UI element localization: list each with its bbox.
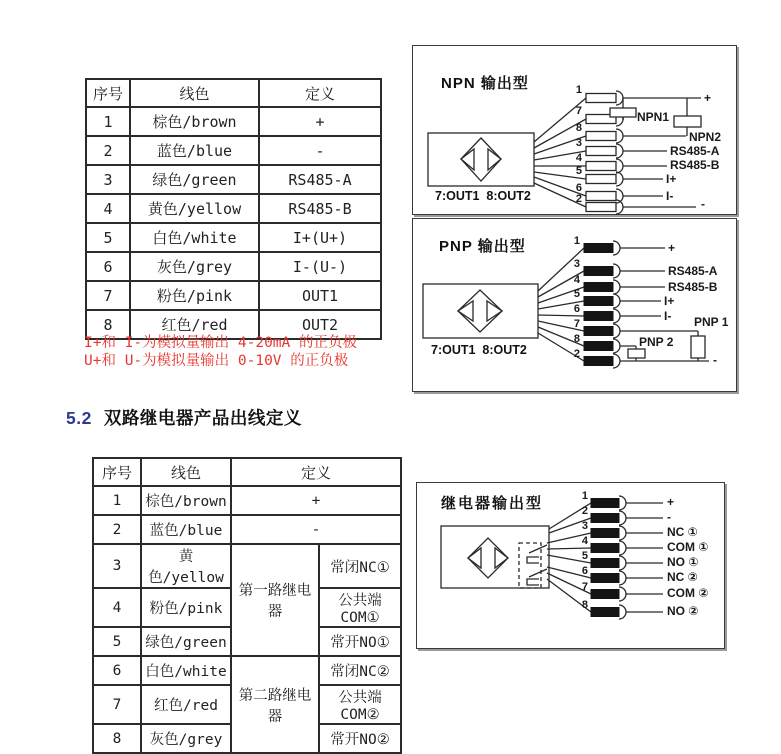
cell-no: 4 [93,588,141,627]
wire-label: COM ② [667,586,709,600]
cell-no: 2 [86,136,130,165]
sensor-pin-label: 7:OUT1 8:OUT2 [431,343,527,357]
wire-number: 3 [581,520,588,532]
wire-label: I+ [666,172,677,186]
cell-no: 3 [86,165,130,194]
wire-number: 2 [581,505,588,517]
wire-definition-table-1 [85,78,382,340]
cell-color: 灰色/grey [141,724,231,753]
cell-def: 常闭NC② [319,656,401,685]
cell-no: 6 [93,656,141,685]
wire-number: 6 [573,303,580,315]
wire-number: 2 [573,348,580,360]
wire-number: 8 [575,122,582,134]
wire-number: 3 [573,258,580,270]
cell-def: 公共端COM② [319,685,401,724]
cell-color: 棕色/brown [130,107,259,136]
table-row [93,515,401,544]
cell-color: 绿色/green [141,627,231,656]
wire-number: 4 [575,152,582,164]
cell-def: 常开NO① [319,627,401,656]
col-header-color: 线色 [141,458,231,486]
wire-label: RS485-B [670,158,720,172]
analog-output-notes [84,335,357,370]
wire-number: 4 [581,535,588,547]
cell-color: 灰色/grey [130,252,259,281]
wire-number: 7 [581,581,588,593]
wire-label: PNP 1 [694,315,729,329]
wire-label: - [713,353,717,367]
cell-color: 黄色/yellow [141,544,231,588]
table-row [86,194,381,223]
cell-relay-group-2: 第二路继电器 [231,656,319,753]
wire-number: 4 [573,274,580,286]
cell-no: 5 [86,223,130,252]
cell-color: 白色/white [141,656,231,685]
cell-color: 棕色/brown [141,486,231,515]
cell-color: 粉色/pink [141,588,231,627]
cell-def: - [231,515,401,544]
table-row [86,107,381,136]
cell-def: OUT1 [259,281,381,310]
npn-wiring-diagram [412,45,737,215]
cell-no: 2 [93,515,141,544]
wire-label: + [704,91,712,105]
diagram-title: PNP 输出型 [439,238,526,255]
wire-label: NPN1 [637,110,670,124]
wire-label: PNP 2 [639,335,674,349]
table-row [93,544,401,588]
wire-label: - [701,197,705,211]
cell-color: 黄色/yellow [130,194,259,223]
table-row [93,486,401,515]
wire-label: NC ② [667,570,698,584]
wire-label: RS485-A [668,264,718,278]
section-title: 双路继电器产品出线定义 [103,408,302,428]
cell-no: 8 [93,724,141,753]
wire-label: NO ② [667,604,699,618]
sensor-pin-label: 7:OUT1 8:OUT2 [435,189,531,203]
cell-def: + [259,107,381,136]
wire-label: I+ [664,294,675,308]
wire-number: 8 [581,599,588,611]
cell-def: 公共端COM① [319,588,401,627]
table-header-row [93,458,401,486]
cell-no: 5 [93,627,141,656]
cell-def: RS485-A [259,165,381,194]
cell-no: 1 [93,486,141,515]
cell-color: 蓝色/blue [130,136,259,165]
cell-def: + [231,486,401,515]
col-header-color: 线色 [130,79,259,107]
cell-color: 粉色/pink [130,281,259,310]
wire-number: 2 [575,193,582,205]
wire-number: 1 [575,84,582,96]
col-header-no: 序号 [86,79,130,107]
wire-label: RS485-A [670,144,720,158]
cell-no: 4 [86,194,130,223]
table-row [93,656,401,685]
col-header-def: 定义 [231,458,401,486]
wire-label: NC ① [667,525,698,539]
cell-color: 红色/red [141,685,231,724]
cell-def: - [259,136,381,165]
cell-def: I-(U-) [259,252,381,281]
cell-no: 7 [93,685,141,724]
table-row [86,136,381,165]
wire-number: 6 [581,565,588,577]
wire-number: 1 [573,235,580,247]
wire-number: 7 [575,105,582,117]
wire-definition-table-2 [92,457,402,754]
wire-number: 5 [573,288,580,300]
table-header-row [86,79,381,107]
cell-no: 1 [86,107,130,136]
cell-color: 白色/white [130,223,259,252]
cell-color: 红色/red [130,310,259,339]
wire-label: COM ① [667,540,709,554]
wire-number: 1 [581,490,588,502]
wire-label: NPN2 [689,130,722,144]
cell-no: 3 [93,544,141,588]
wire-label: - [667,510,671,524]
table-row [86,281,381,310]
cell-def: I+(U+) [259,223,381,252]
note-line-2: U+和 U-为模拟量输出 0-10V 的正负极 [84,352,349,369]
wire-label: + [668,241,676,255]
diagram-title: NPN 输出型 [441,75,529,92]
section-heading [66,405,302,430]
cell-no: 7 [86,281,130,310]
cell-def: OUT2 [259,310,381,339]
cell-def: 常开NO② [319,724,401,753]
cell-no: 6 [86,252,130,281]
table-row [86,223,381,252]
note-line-1: I+和 I-为模拟量输出 4-20mA 的正负极 [84,335,357,351]
cell-color: 绿色/green [130,165,259,194]
wire-label: I- [664,309,672,323]
table-row [86,252,381,281]
wire-number: 5 [575,165,582,177]
cell-def: 常闭NC① [319,544,401,588]
pnp-wiring-diagram [412,218,737,392]
wire-label: RS485-B [668,280,718,294]
wire-number: 3 [575,137,582,149]
section-number: 5.2 [66,408,92,428]
wire-label: + [667,495,675,509]
cell-relay-group-1: 第一路继电器 [231,544,319,656]
wire-label: NO ① [667,555,699,569]
cell-color: 蓝色/blue [141,515,231,544]
col-header-no: 序号 [93,458,141,486]
wire-number: 6 [575,182,582,194]
wire-number: 7 [573,318,580,330]
wire-number: 5 [581,550,588,562]
wire-number: 8 [573,333,580,345]
relay-wiring-diagram [416,482,725,649]
table-row [86,165,381,194]
diagram-title: 继电器输出型 [441,495,544,512]
wire-label: I- [666,189,674,203]
cell-no: 8 [86,310,130,339]
cell-def: RS485-B [259,194,381,223]
col-header-def: 定义 [259,79,381,107]
